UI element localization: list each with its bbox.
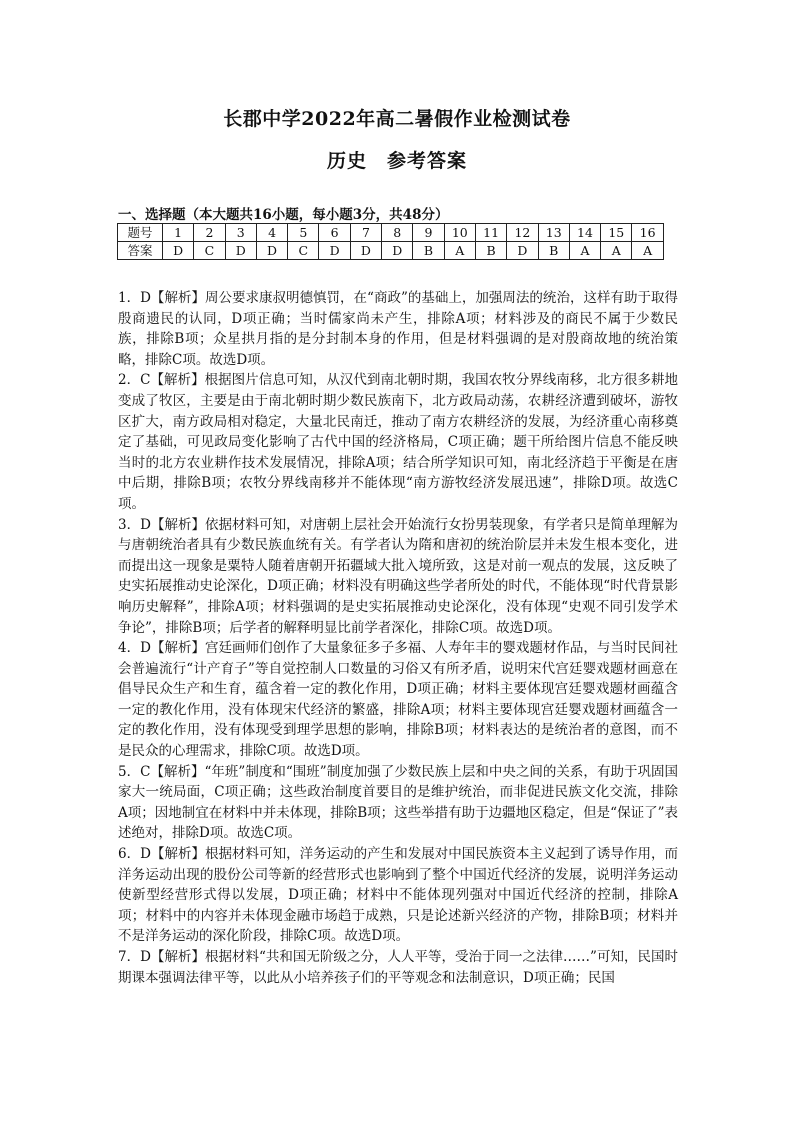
question-number: 2 xyxy=(194,224,225,242)
question-number: 11 xyxy=(475,224,506,242)
table-row-numbers xyxy=(118,224,664,242)
question-number: 1 xyxy=(163,224,194,242)
answer-cell: A xyxy=(632,242,663,260)
row-label-number: 题号 xyxy=(118,224,163,242)
answer-cell: D xyxy=(225,242,256,260)
answer-cell: B xyxy=(475,242,506,260)
answer-cell: B xyxy=(413,242,444,260)
answer-cell: A xyxy=(444,242,475,260)
row-label-answer: 答案 xyxy=(118,242,163,260)
section-heading: 一、选择题（本大题共16小题，每小题3分，共48分） xyxy=(118,207,449,223)
answer-cell: B xyxy=(538,242,569,260)
question-number: 7 xyxy=(350,224,381,242)
question-number: 5 xyxy=(288,224,319,242)
question-number: 14 xyxy=(569,224,600,242)
question-number: 13 xyxy=(538,224,569,242)
answer-cell: D xyxy=(507,242,538,260)
answer-table xyxy=(117,223,664,260)
explanation-7: 7．D【解析】根据材料“共和国无阶级之分，人人平等，受治于同一之法律……”可知，民国时期课本强调法律平等，以此从小培养孩子们的平等观念和法制意识，D项正确；民国 xyxy=(118,949,678,986)
explanation-4: 4．D【解析】宫廷画师们创作了大量象征多子多福、人寿年丰的婴戏题材作品，与当时民间社会普遍流行“计产育子”等自觉控制人口数量的习俗又有所矛盾，说明宋代宫廷婴戏题材画意在倡导民众生产和生育，蕴含着一定的教化作用，D项正确；材料主要体现宫廷婴戏题材画蕴含一定的教化作用，没有体现宋代经济的繁盛，排除A项；材料主要体现宫廷婴戏题材画蕴含一定的教化作用，没有体现受到理学思想的影响，排除B项；材料表达的是统治者的意图，而不是民众的心理需求，排除C项。故选D项。 xyxy=(118,640,678,760)
question-number: 3 xyxy=(225,224,256,242)
question-number: 4 xyxy=(256,224,287,242)
explanations xyxy=(118,288,678,988)
table-row-answers xyxy=(118,242,664,260)
question-number: 15 xyxy=(601,224,632,242)
explanation-5: 5．C【解析】“年班”制度和“围班”制度加强了少数民族上层和中央之间的关系，有助于巩固国家大一统局面，C项正确；这些政治制度首要目的是维护统治，而非促进民族文化交流，排除A项；因地制宜在材料中并未体现，排除B项；这些举措有助于边疆地区稳定，但是“保证了”表述绝对，排除D项。故选C项。 xyxy=(118,763,678,842)
question-number: 12 xyxy=(507,224,538,242)
explanation-1: 1．D【解析】周公要求康叔明德慎罚，在“商政”的基础上，加强周法的统治，这样有助于取得殷商遗民的认同，D项正确；当时儒家尚未产生，排除A项；材料涉及的商民不属于少数民族，排除B项；众星拱月指的是分封制本身的作用，但是材料强调的是对殷商故地的统治策略，排除C项。故选D项。 xyxy=(118,290,678,368)
answer-cell: D xyxy=(256,242,287,260)
answer-cell: D xyxy=(163,242,194,260)
question-number: 9 xyxy=(413,224,444,242)
explanation-6: 6．D【解析】根据材料可知，洋务运动的产生和发展对中国民族资本主义起到了诱导作用，而洋务运动出现的股份公司等新的经营形式也影响到了整个中国近代经济的发展，说明洋务运动使新型经营形式得以发展，D项正确；材料中不能体现列强对中国近代经济的控制，排除A项；材料中的内容并未体现金融市场趋于成熟，只是论述新兴经济的产物，排除B项；材料并不是洋务运动的深化阶段，排除C项。故选D项。 xyxy=(118,846,678,945)
answer-cell: D xyxy=(319,242,350,260)
page-subtitle: 历史 参考答案 xyxy=(326,150,467,172)
question-number: 10 xyxy=(444,224,475,242)
answer-cell: C xyxy=(194,242,225,260)
question-number: 8 xyxy=(382,224,413,242)
answer-cell: A xyxy=(601,242,632,260)
question-number: 16 xyxy=(632,224,663,242)
page-title: 长郡中学2022年高二暑假作业检测试卷 xyxy=(223,108,571,130)
answer-cell: D xyxy=(382,242,413,260)
answer-cell: D xyxy=(350,242,381,260)
answer-cell: C xyxy=(288,242,319,260)
answer-cell: A xyxy=(569,242,600,260)
question-number: 6 xyxy=(319,224,350,242)
explanation-3: 3．D【解析】依据材料可知，对唐朝上层社会开始流行女扮男装现象，有学者只是简单理解为与唐朝统治者具有少数民族血统有关。有学者认为隋和唐初的统治阶层并未发生根本变化，进而提出这一现象是粟特人随着唐朝开拓疆域大批入境所致，这是对前一观点的发展，这反映了史实拓展推动史论深化，D项正确；材料没有明确这些学者所处的时代，不能体现“时代背景影响历史解释”，排除A项；材料强调的是史实拓展推动史论深化，没有体现“史观不同引发学术争论”，排除B项；后学者的解释明显比前学者深化，排除C项。故选D项。 xyxy=(118,516,678,636)
explanation-2: 2．C【解析】根据图片信息可知，从汉代到南北朝时期，我国农牧分界线南移，北方很多耕地变成了牧区，主要是由于南北朝时期少数民族南下，北方政局动荡，农耕经济遭到破坏，游牧区扩大，南方政局相对稳定，大量北民南迁，推动了南方农耕经济的发展，为经济重心南移奠定了基础，可见政局变化影响了古代中国的经济格局，C项正确；题干所给图片信息不能反映当时的北方农业耕作技术发展情况，排除A项；结合所学知识可知，南北经济趋于平衡是在唐中后期，排除B项；农牧分界线南移并不能体现“南方游牧经济发展迅速”，排除D项。故选C项。 xyxy=(118,372,678,512)
